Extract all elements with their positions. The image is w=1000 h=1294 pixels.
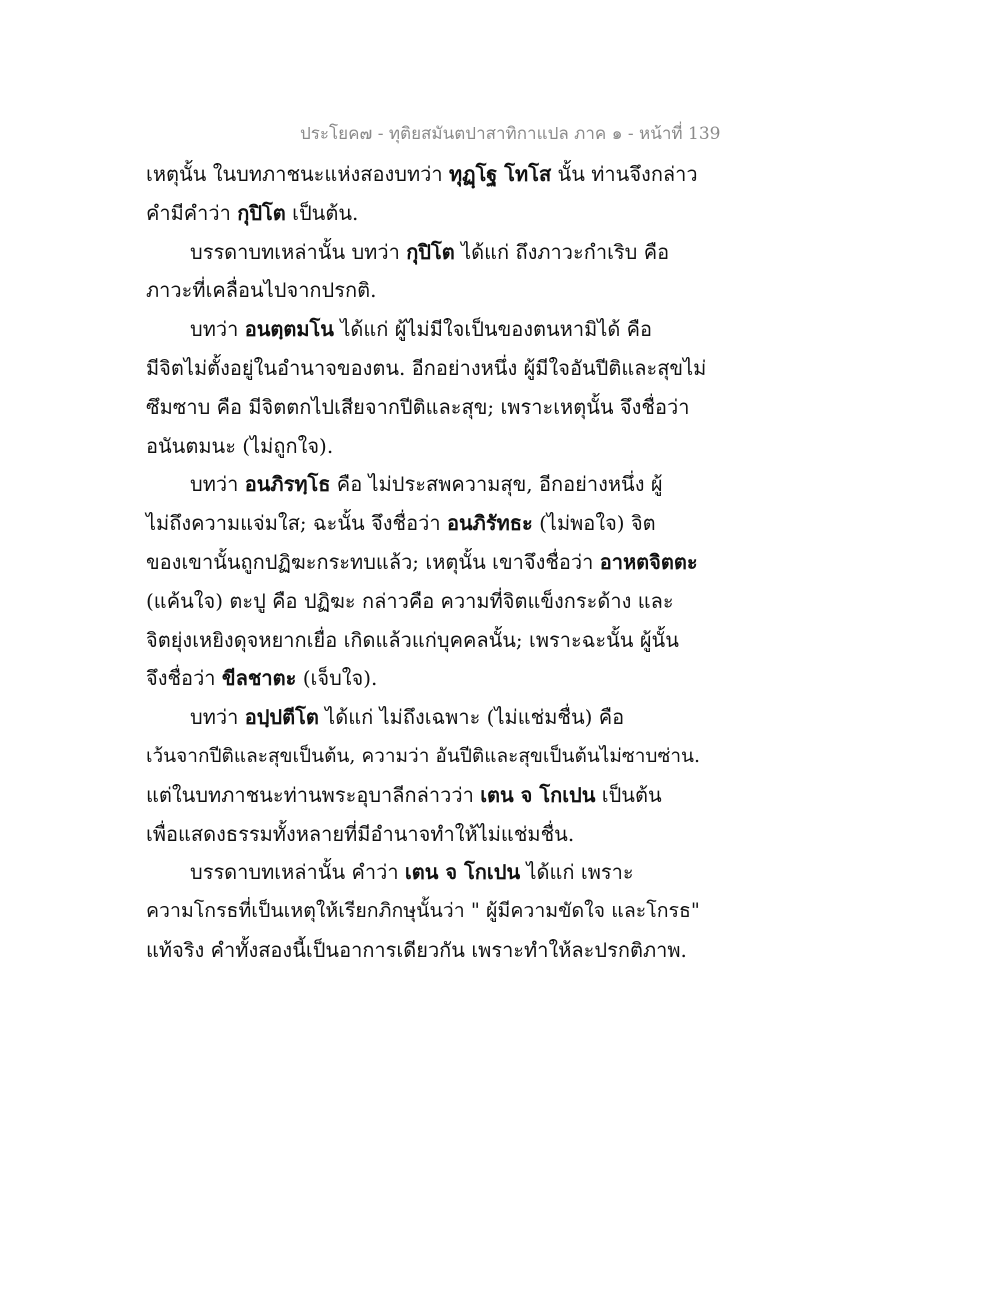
text-run: บทว่า	[190, 705, 245, 730]
text-run: เป็นต้น	[595, 782, 662, 807]
bold-term: กุปิโต	[406, 239, 455, 264]
text-run: เว้นจากปีติและสุขเป็นต้น, ความว่า อันปีติและสุขเป็นต้นไม่ซาบซ่าน.	[146, 744, 701, 767]
text-run: ความโกรธที่เป็นเหตุให้เรียกภิกษุนั้นว่า " ผู้มีความขัดใจ และโกรธ"	[146, 899, 700, 923]
bold-term: อปฺปตีโต	[244, 705, 319, 730]
text-line	[146, 233, 706, 272]
text-run: ได้แก่ เพราะ	[520, 860, 634, 885]
text-line	[146, 427, 706, 466]
text-run: (แค้นใจ) ตะปู คือ ปฏิฆะ กล่าวคือ ความที่จิตแข็งกระด้าง และ	[146, 588, 674, 613]
bold-term: อาหตจิตตะ	[599, 549, 698, 574]
text-run: เป็นต้น.	[285, 200, 359, 225]
text-run: นั้น ท่านจึงกล่าว	[551, 162, 698, 186]
text-line	[146, 853, 706, 892]
bold-term: อนภิรัทธะ	[446, 511, 533, 536]
text-line	[146, 271, 706, 310]
text-line	[146, 388, 706, 427]
text-line	[146, 155, 706, 194]
text-run: คือ ไม่ประสพความสุข, อีกอย่างหนึ่ง ผู้	[330, 472, 663, 497]
text-run: ไม่ถึงความแจ่มใส; ฉะนั้น จึงชื่อว่า	[146, 511, 447, 536]
text-line	[146, 543, 706, 582]
text-run: ได้แก่ ผู้ไม่มีใจเป็นของตนหามิได้ คือ	[333, 317, 653, 342]
text-line	[146, 582, 706, 621]
text-run: จึงชื่อว่า	[146, 666, 222, 691]
bold-term: อนภิรทฺโธ	[244, 472, 331, 497]
text-line	[146, 310, 706, 349]
text-line	[146, 698, 706, 737]
text-run: (ไม่พอใจ) จิต	[532, 511, 656, 536]
text-line	[146, 465, 706, 504]
text-line	[146, 194, 706, 233]
text-line	[146, 349, 706, 388]
text-run: เพื่อแสดงธรรมทั้งหลายที่มีอำนาจทำให้ไม่แช่มชื่น.	[146, 821, 575, 846]
text-run: แท้จริง คำทั้งสองนี้เป็นอาการเดียวกัน เพราะทำให้ละปรกติภาพ.	[146, 937, 687, 962]
bold-term: เตน จ โกเปน	[404, 860, 521, 885]
text-line	[146, 931, 706, 970]
text-run: บรรดาบทเหล่านั้น คำว่า	[190, 860, 405, 885]
running-header: ประโยค๗ - ทุติยสมันตปาสาทิกาแปล ภาค ๑ - หน้าที่ 139	[300, 124, 721, 144]
text-run: (เจ็บใจ).	[296, 666, 378, 691]
text-line	[146, 737, 706, 776]
text-run: คำมีคำว่า	[146, 200, 238, 225]
bold-term: กุปิโต	[237, 200, 286, 225]
text-run: จิตยุ่งเหยิงดุจหยากเยื่อ เกิดแล้วแก่บุคคลนั้น; เพราะฉะนั้น ผู้นั้น	[146, 627, 679, 652]
text-line	[146, 776, 706, 815]
text-line	[146, 621, 706, 660]
bold-term: ทุฏฺโฐ โทโส	[448, 162, 552, 186]
bold-term: เตน จ โกเปน	[480, 782, 596, 807]
text-run: บทว่า	[190, 472, 245, 497]
text-run: ของเขานั้นถูกปฏิฆะกระทบแล้ว; เหตุนั้น เขาจึงชื่อว่า	[146, 549, 600, 574]
text-run: ได้แก่ ถึงภาวะกำเริบ คือ	[454, 239, 670, 264]
text-run: ภาวะที่เคลื่อนไปจากปรกติ.	[146, 278, 377, 303]
text-line	[146, 504, 706, 543]
text-run: แต่ในบทภาชนะท่านพระอุบาลีกล่าวว่า	[146, 782, 481, 807]
text-line	[146, 659, 706, 698]
text-run: ได้แก่ ไม่ถึงเฉพาะ (ไม่แช่มชื่น) คือ	[318, 705, 625, 730]
bold-term: ขีลชาตะ	[221, 666, 297, 691]
text-run: ซึมซาบ คือ มีจิตตกไปเสียจากปีติและสุข; เพราะเหตุนั้น จึงชื่อว่า	[146, 394, 690, 419]
bold-term: อนตฺตมโน	[244, 317, 334, 342]
text-line	[146, 815, 706, 854]
text-run: อนันตมนะ (ไม่ถูกใจ).	[146, 433, 334, 458]
body-text	[146, 155, 706, 970]
text-run: เหตุนั้น ในบทภาชนะแห่งสองบทว่า	[146, 162, 449, 186]
text-line	[146, 892, 706, 931]
text-run: บทว่า	[190, 317, 245, 342]
text-run: มีจิตไม่ตั้งอยู่ในอำนาจของตน. อีกอย่างหนึ่ง ผู้มีใจอันปีติและสุขไม่	[146, 355, 707, 380]
text-run: บรรดาบทเหล่านั้น บทว่า	[190, 239, 407, 264]
